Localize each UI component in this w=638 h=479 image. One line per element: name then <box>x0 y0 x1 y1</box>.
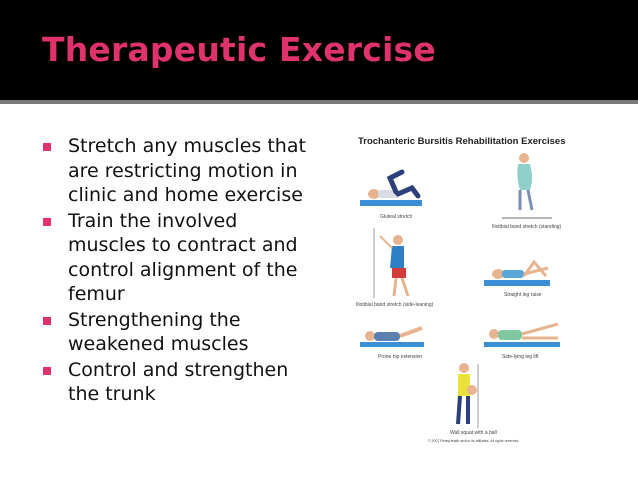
exercise-illustrations <box>352 128 584 446</box>
square-bullet-icon <box>43 218 51 226</box>
bullet-item <box>40 308 315 357</box>
header-divider <box>0 100 638 104</box>
prone-hip-extension-illustration <box>360 328 424 347</box>
slide-title: Therapeutic Exercise <box>42 30 436 69</box>
square-bullet-icon <box>43 143 51 151</box>
bullet-list <box>40 134 315 408</box>
caption-gluteal-stretch: Gluteal stretch <box>380 214 413 220</box>
bullet-item <box>40 358 315 407</box>
square-bullet-icon <box>43 367 51 375</box>
caption-prone-hip-extension: Prone hip extension <box>378 354 423 360</box>
bullet-text: Strengthening the weakened muscles <box>68 308 249 355</box>
slide-header <box>0 0 638 104</box>
sidelying-leg-lift-illustration <box>484 324 560 347</box>
figure-copyright: © 2007 RelayHealth and/or its affiliates. All rights reserved. <box>428 439 520 443</box>
bullet-text: Control and strengthen the trunk <box>68 358 289 405</box>
caption-itband-standing: Iliotibial band stretch (standing) <box>492 224 562 230</box>
square-bullet-icon <box>43 317 51 325</box>
itband-sideleaning-illustration <box>374 228 408 298</box>
straight-leg-raise-illustration <box>484 262 550 286</box>
caption-straight-leg-raise: Straight leg raise <box>504 292 542 298</box>
gluteal-stretch-illustration <box>360 172 422 206</box>
itband-standing-illustration <box>502 153 552 218</box>
figure-title: Trochanteric Bursitis Rehabilitation Exercises <box>358 136 566 147</box>
caption-wall-squat: Wall squat with a ball <box>450 430 497 436</box>
wall-squat-illustration <box>458 363 478 428</box>
caption-itband-sideleaning: Iliotibial band stretch (side-leaning) <box>356 302 434 308</box>
exercise-figure <box>352 128 584 446</box>
bullet-text: Stretch any muscles that are restricting motion in clinic and home exercise <box>68 135 306 206</box>
caption-sidelying-leg-lift: Side-lying leg lift <box>502 354 539 360</box>
bullet-item <box>40 134 315 208</box>
bullet-item <box>40 209 315 307</box>
bullet-text: Train the involved muscles to contract and control alignment of the femur <box>68 209 298 305</box>
